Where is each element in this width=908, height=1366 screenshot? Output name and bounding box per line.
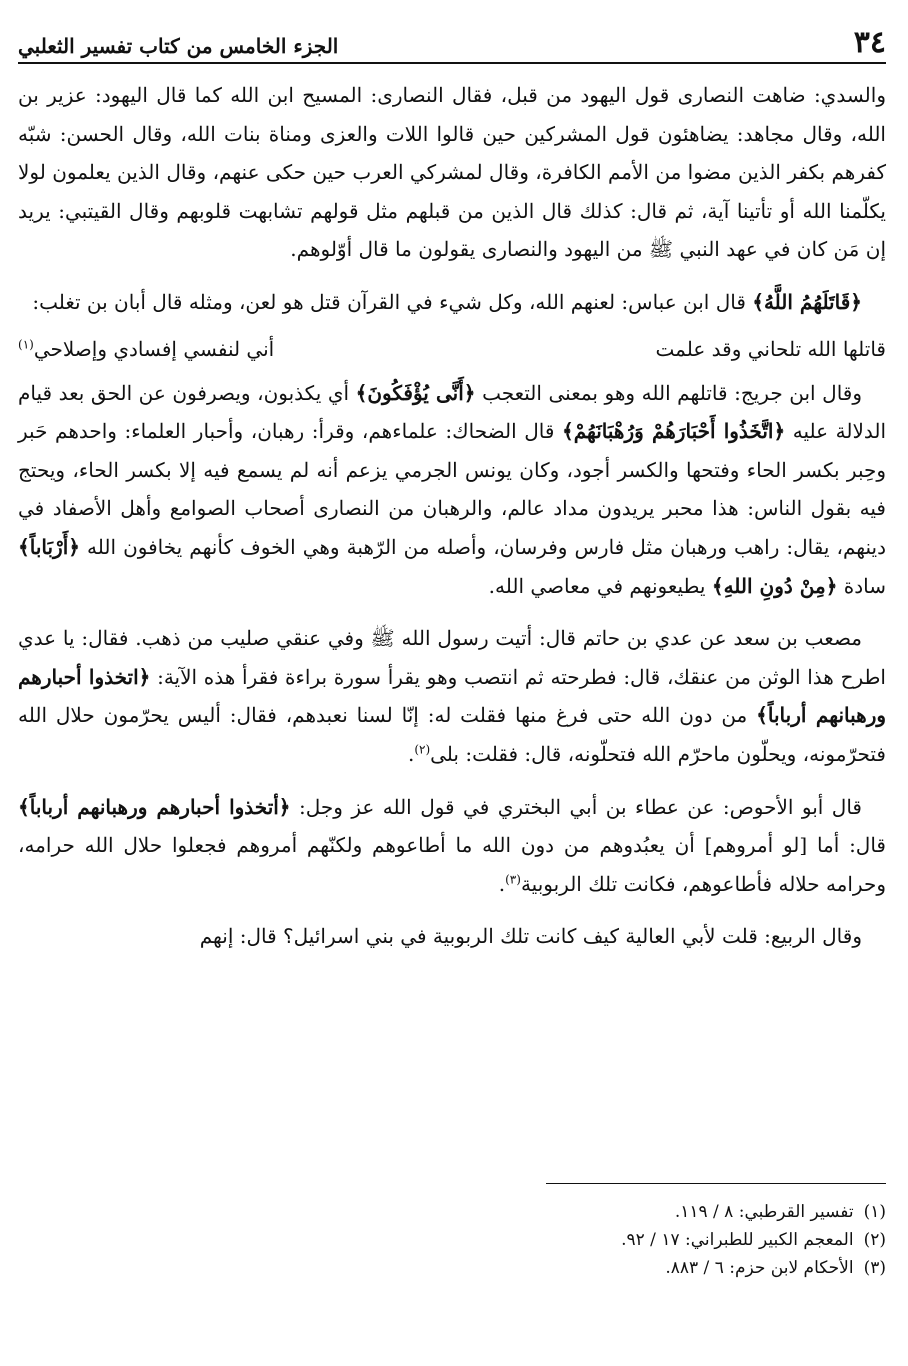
paragraph-text: قال أبو الأحوص: عن عطاء بن أبي البختري في قول الله عز وجل: xyxy=(290,794,862,819)
quran-quote: ﴿اتَّخَذُوا أَحْبَارَهُمْ وَرُهْبَانَهُمْ﴾ xyxy=(561,419,786,444)
hadith-quote: ﴿اتخذوا أحبارهم ورهبانهم أرباباً﴾ xyxy=(18,664,887,728)
poetry-verse xyxy=(18,330,886,368)
quran-quote: ﴿أَرْبَاباً﴾ xyxy=(18,534,80,559)
footnote-ref-3: (٣) xyxy=(505,872,521,887)
footnote-item xyxy=(546,1254,886,1282)
paragraph-2 xyxy=(18,283,886,322)
footnote-text: المعجم الكبير للطبراني: ١٧ / ٩٢. xyxy=(621,1230,854,1250)
quran-quote: ﴿مِنْ دُونِ اللهِ﴾ xyxy=(711,573,838,598)
paragraph-4 xyxy=(18,619,886,773)
paragraph-text: قال: أما [لو أمروهم] أن يعبُدوهم من دون الله ما أطاعوهم ولكنّهم أمروهم فجعلوا حلال الله حرامه، وحرامه حلاله فأطاعوهم، فكانت تلك الربوبية xyxy=(18,833,886,896)
verse-first-hemistich: قاتلها الله تلحاني وقد علمت xyxy=(655,336,886,361)
verse-second-hemistich xyxy=(18,330,274,368)
footnote-ref-1: (١) xyxy=(18,336,34,351)
paragraph-text: من دون الله حتى فرغ منها فقلت له: إنّا لسنا نعبدهم، فقال: أليس يحرّمون حلال الله فتحرّمونه، ويحلّون ماحرّم الله فتحلّونه، قال: فقلت: بلى xyxy=(18,703,886,766)
footnote-ref-2: (٢) xyxy=(414,742,431,757)
footnotes xyxy=(546,1183,886,1282)
paragraph-text: سادة xyxy=(837,573,886,598)
quran-quote: ﴿قَاتَلَهُمُ اللَّهُ﴾ xyxy=(752,289,862,314)
paragraph-text: أي يكذبون، ويصرفون عن الحق بعد قيام الدلالة عليه xyxy=(18,380,887,444)
paragraph-end: . xyxy=(407,741,415,766)
paragraph-text: مصعب بن سعد عن عدي بن حاتم قال: أتيت رسول الله ﷺ وفي عنقي صليب من ذهب. فقال: يا عدي اطرح هذا الوثن من عنقك، قال: فطرحته ثم انتصب وهو يقرأ سورة براءة فقرأ هذه الآية: xyxy=(18,626,886,689)
footnote-text: الأحكام لابن حزم: ٦ / ٨٨٣. xyxy=(665,1258,854,1278)
page-number: ٣٤ xyxy=(853,25,886,60)
paragraph-end: . xyxy=(498,871,506,896)
quran-quote: ﴿أَنَّى يُؤْفَكُونَ﴾ xyxy=(355,380,476,405)
footnote-item xyxy=(546,1226,886,1254)
quran-quote: ﴿أتخذوا أحبارهم ورهبانهم أرباباً﴾ xyxy=(18,794,291,819)
footnote-number: (٣) xyxy=(863,1258,886,1278)
paragraph-text: قال الضحاك: علماءهم، وقرأ: رهبان، وأحبار العلماء: واحدهم حَبر وحِبر بكسر الحاء وفتحها والكسر أجود، وكان يونس الجرمي يزعم أنه لم يسمع فيه إلا بكسر الحاء، ويحتج فيه بقول الناس: هذا محبر يريدون مداد عالم، والرهبان من النصارى أصحاب الصوامع وأهل الأصفاد في دينهم، يقال: راهب ورهبان مثل فارس وفرسان، وأصله من الرّهبة وهي الخوف كأنهم يخافون الله xyxy=(18,419,886,559)
paragraph-5 xyxy=(18,788,886,904)
paragraph-1: والسدي: ضاهت النصارى قول اليهود من قبل، فقال النصارى: المسيح ابن الله كما قال اليهود: عزير بن الله، وقال مجاهد: يضاهئون قول المشركين حين قالوا اللات والعزى ومناة بنات الله، وقال الحسن: شبّه كفرهم بكفر الذين مضوا من الأمم الكافرة، وقال لمشركي العرب حين حكى عنهم، وقال الذين يعلمون لولا يكلّمنا الله أو تأتينا آية، ثم قال: كذلك قال الذين من قبلهم مثل قولهم تشابهت قلوبهم وقال القيتبي: يريد إن مَن كان في عهد النبي ﷺ من اليهود والنصارى يقولون ما قال أوّلوهم. xyxy=(18,83,886,262)
paragraph-6: وقال الربيع: قلت لأبي العالية كيف كانت تلك الربوبية في بني اسرائيل؟ قال: إنهم xyxy=(199,924,862,949)
footnote-item xyxy=(546,1198,886,1226)
footnote-number: (١) xyxy=(863,1202,886,1222)
paragraph-text: وقال ابن جريج: قاتلهم الله وهو بمعنى التعجب xyxy=(475,380,863,405)
paragraph-text: قال ابن عباس: لعنهم الله، وكل شيء في القرآن قتل هو لعن، ومثله قال أبان بن تغلب: xyxy=(32,289,753,314)
paragraph-3 xyxy=(18,374,886,606)
footnote-number: (٢) xyxy=(863,1230,886,1250)
verse-second-text: أني لنفسي إفسادي وإصلاحي xyxy=(33,336,275,361)
page-header xyxy=(18,24,886,64)
running-title: الجزء الخامس من كتاب تفسير الثعلبي xyxy=(18,34,339,58)
paragraph-text: يطيعونهم في معاصي الله. xyxy=(488,573,712,598)
footnote-text: تفسير القرطبي: ٨ / ١١٩. xyxy=(674,1202,854,1222)
page-body xyxy=(18,76,886,960)
